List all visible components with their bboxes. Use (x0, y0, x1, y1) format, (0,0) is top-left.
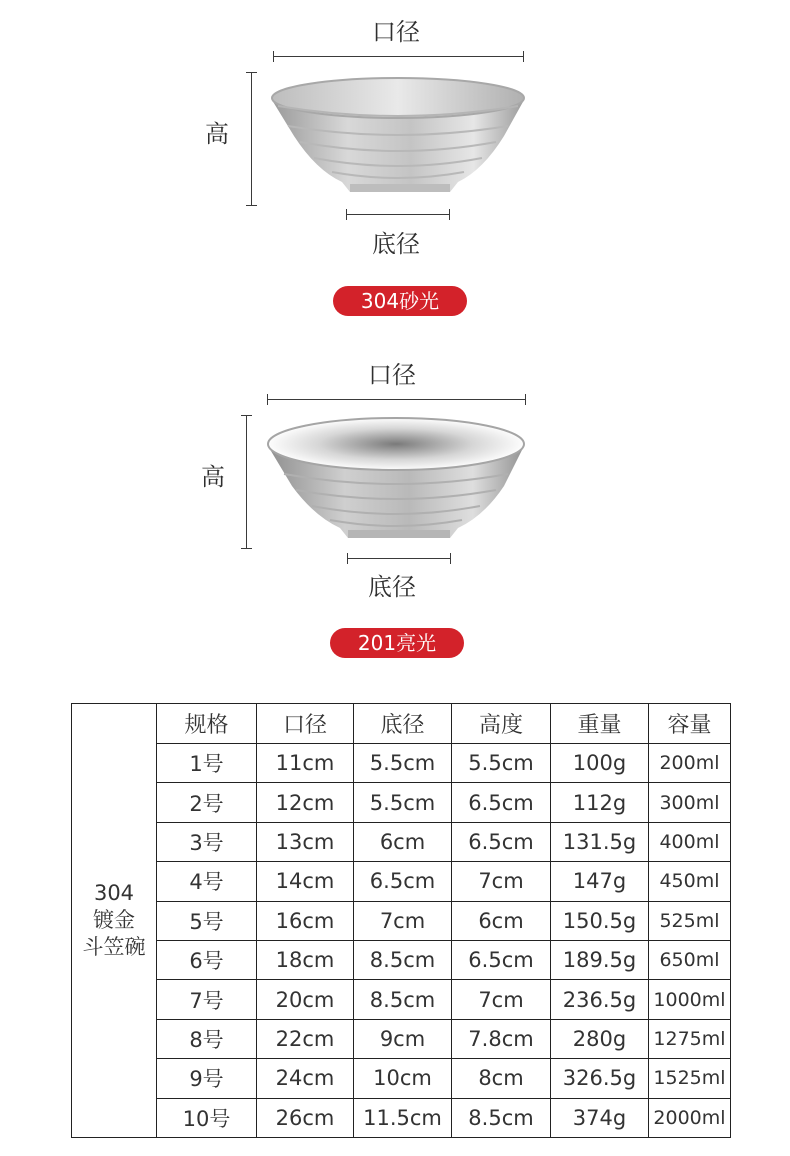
table-row (72, 1059, 731, 1098)
cell-top-diameter: 14cm (257, 862, 354, 901)
cell-top-diameter: 24cm (257, 1059, 354, 1098)
cell-capacity: 525ml (649, 901, 731, 940)
cell-height: 5.5cm (452, 744, 551, 783)
height-line (251, 72, 252, 206)
cell-base-diameter: 10cm (354, 1059, 452, 1098)
header-weight: 重量 (551, 704, 649, 744)
cell-capacity: 2000ml (649, 1098, 731, 1137)
cell-weight: 100g (551, 744, 649, 783)
cell-size: 8号 (157, 1019, 257, 1058)
top-diameter-line (267, 399, 526, 400)
cell-size: 9号 (157, 1059, 257, 1098)
table-row (72, 783, 731, 822)
cell-weight: 147g (551, 862, 649, 901)
cell-height: 7cm (452, 980, 551, 1019)
cell-size: 3号 (157, 822, 257, 861)
group-label-line: 镀金 (93, 907, 135, 932)
cell-height: 8.5cm (452, 1098, 551, 1137)
cell-top-diameter: 11cm (257, 744, 354, 783)
finish-badge-polished: 201亮光 (330, 628, 464, 658)
cell-base-diameter: 8.5cm (354, 980, 452, 1019)
spec-table (71, 703, 731, 1138)
cell-base-diameter: 8.5cm (354, 940, 452, 979)
cell-capacity: 450ml (649, 862, 731, 901)
cell-base-diameter: 6.5cm (354, 862, 452, 901)
cell-weight: 150.5g (551, 901, 649, 940)
cell-base-diameter: 5.5cm (354, 744, 452, 783)
cell-top-diameter: 16cm (257, 901, 354, 940)
header-top-diameter: 口径 (257, 704, 354, 744)
cell-height: 7.8cm (452, 1019, 551, 1058)
cell-weight: 112g (551, 783, 649, 822)
header-size: 规格 (157, 704, 257, 744)
base-diameter-line (346, 214, 450, 215)
finish-badge-brushed: 304砂光 (333, 286, 467, 316)
cell-top-diameter: 12cm (257, 783, 354, 822)
table-row (72, 862, 731, 901)
header-height: 高度 (452, 704, 551, 744)
cell-size: 2号 (157, 783, 257, 822)
header-base-diameter: 底径 (354, 704, 452, 744)
table-row (72, 901, 731, 940)
group-label-line: 304 (93, 880, 135, 905)
table-row (72, 1098, 731, 1137)
cell-weight: 236.5g (551, 980, 649, 1019)
table-row (72, 980, 731, 1019)
polished-bowl-image (264, 412, 528, 548)
cell-top-diameter: 20cm (257, 980, 354, 1019)
cell-height: 6.5cm (452, 822, 551, 861)
cell-size: 1号 (157, 744, 257, 783)
cell-weight: 131.5g (551, 822, 649, 861)
header-capacity: 容量 (649, 704, 731, 744)
base-diameter-line (347, 558, 451, 559)
table-row (72, 744, 731, 783)
height-line (246, 415, 247, 549)
cell-base-diameter: 11.5cm (354, 1098, 452, 1137)
cell-weight: 374g (551, 1098, 649, 1137)
cell-capacity: 400ml (649, 822, 731, 861)
table-row (72, 940, 731, 979)
cell-weight: 189.5g (551, 940, 649, 979)
brushed-bowl-image (268, 70, 528, 200)
cell-base-diameter: 5.5cm (354, 783, 452, 822)
cell-height: 7cm (452, 862, 551, 901)
base-diameter-label: 底径 (368, 573, 416, 601)
cell-height: 8cm (452, 1059, 551, 1098)
cell-top-diameter: 22cm (257, 1019, 354, 1058)
height-label: 高 (205, 120, 229, 148)
cell-capacity: 1000ml (649, 980, 731, 1019)
top-diameter-label: 口径 (372, 18, 420, 46)
cell-size: 7号 (157, 980, 257, 1019)
cell-top-diameter: 13cm (257, 822, 354, 861)
cell-top-diameter: 18cm (257, 940, 354, 979)
top-diameter-line (273, 56, 524, 57)
cell-capacity: 650ml (649, 940, 731, 979)
cell-size: 10号 (157, 1098, 257, 1137)
cell-base-diameter: 6cm (354, 822, 452, 861)
cell-height: 6.5cm (452, 783, 551, 822)
cell-size: 4号 (157, 862, 257, 901)
group-label-line: 斗笠碗 (82, 934, 146, 959)
cell-capacity: 300ml (649, 783, 731, 822)
cell-height: 6.5cm (452, 940, 551, 979)
table-header-row (72, 704, 731, 744)
cell-capacity: 1275ml (649, 1019, 731, 1058)
cell-weight: 280g (551, 1019, 649, 1058)
cell-top-diameter: 26cm (257, 1098, 354, 1137)
cell-base-diameter: 7cm (354, 901, 452, 940)
cell-size: 6号 (157, 940, 257, 979)
cell-height: 6cm (452, 901, 551, 940)
cell-capacity: 200ml (649, 744, 731, 783)
cell-capacity: 1525ml (649, 1059, 731, 1098)
product-group-label (72, 704, 157, 1138)
table-row (72, 822, 731, 861)
base-diameter-label: 底径 (372, 230, 420, 258)
cell-weight: 326.5g (551, 1059, 649, 1098)
height-label: 高 (201, 463, 225, 491)
top-diameter-label: 口径 (368, 361, 416, 389)
table-row (72, 1019, 731, 1058)
cell-base-diameter: 9cm (354, 1019, 452, 1058)
cell-size: 5号 (157, 901, 257, 940)
